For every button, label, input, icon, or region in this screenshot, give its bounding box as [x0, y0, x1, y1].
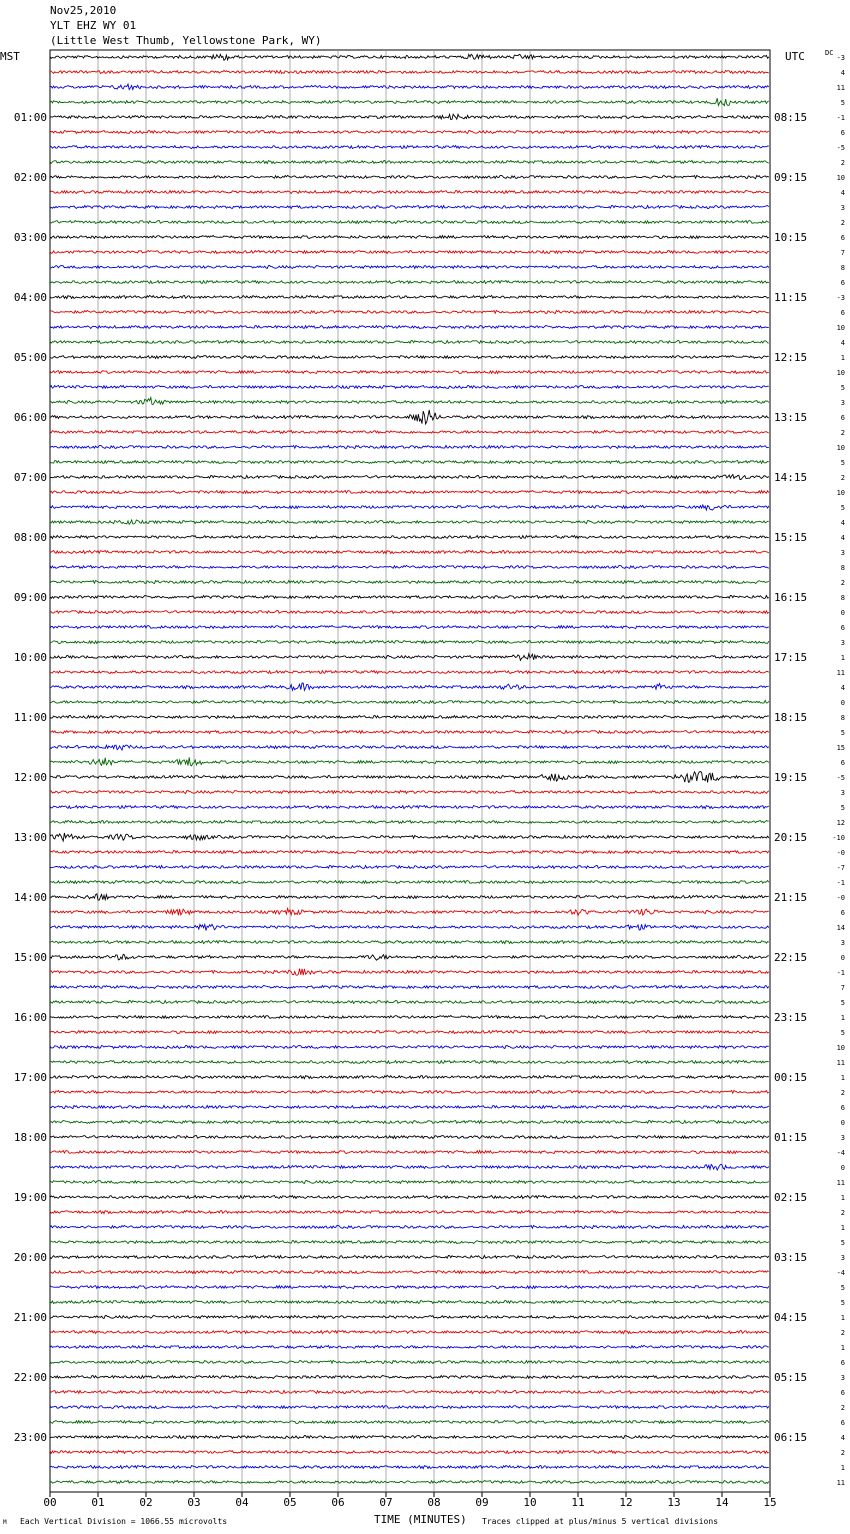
dc-offset-label: 3 — [840, 1254, 845, 1262]
dc-offset-label: 6 — [840, 1389, 845, 1397]
trace-line — [50, 1286, 769, 1289]
dc-offset-label: 5 — [840, 1284, 845, 1292]
trace-line — [50, 745, 769, 750]
trace-line — [50, 326, 769, 329]
left-hour-label: 07:00 — [13, 471, 47, 484]
trace-line — [50, 175, 769, 178]
trace-line — [50, 1391, 769, 1394]
dc-offset-label: -5 — [836, 144, 845, 152]
dc-offset-label: 5 — [840, 1029, 845, 1037]
dc-offset-label: 11 — [836, 1059, 845, 1067]
trace-line — [50, 98, 769, 105]
trace-line — [50, 894, 769, 900]
trace-line — [50, 1360, 769, 1363]
trace-line — [50, 1256, 769, 1259]
trace-line — [50, 130, 769, 133]
dc-offset-label: 10 — [836, 369, 845, 377]
trace-line — [50, 1241, 769, 1244]
dc-offset-label: 6 — [840, 129, 845, 137]
trace-line — [50, 410, 769, 424]
trace-line — [50, 520, 769, 524]
dc-offset-label: 10 — [836, 174, 845, 182]
trace-line — [50, 190, 769, 193]
dc-offset-label: 1 — [840, 354, 845, 362]
right-hour-label: 10:15 — [774, 231, 808, 244]
header-location: (Little West Thumb, Yellowstone Park, WY) — [50, 34, 322, 47]
trace-line — [50, 881, 769, 884]
trace-line — [50, 611, 769, 614]
dc-offset-label: 2 — [840, 1329, 845, 1337]
trace-line — [50, 491, 769, 494]
dc-offset-label: 3 — [840, 204, 845, 212]
dc-offset-label: 14 — [836, 924, 845, 932]
dc-offset-label: 6 — [840, 909, 845, 917]
x-tick-label: 01 — [91, 1496, 105, 1509]
trace-line — [50, 84, 769, 89]
trace-line — [50, 986, 769, 989]
left-hour-label: 01:00 — [13, 111, 47, 124]
trace-line — [50, 114, 769, 119]
dc-offset-label: 2 — [840, 1089, 845, 1097]
x-tick-label: 08 — [427, 1496, 441, 1509]
right-hour-label: 00:15 — [774, 1071, 808, 1084]
trace-line — [50, 1181, 769, 1184]
corner-mark: M — [3, 1519, 7, 1526]
dc-offset-labels — [832, 54, 845, 1487]
dc-offset-label: 3 — [840, 1374, 845, 1382]
trace-line — [50, 1061, 769, 1064]
dc-offset-label: 5 — [840, 99, 845, 107]
dc-offset-label: 11 — [836, 1179, 845, 1187]
left-hour-label: 16:00 — [13, 1011, 47, 1024]
dc-offset-label: 0 — [840, 1119, 845, 1127]
trace-line — [50, 940, 769, 943]
right-hour-label: 16:15 — [774, 591, 808, 604]
trace-line — [50, 1090, 769, 1093]
right-hour-label: 08:15 — [774, 111, 808, 124]
dc-offset-label: 5 — [840, 459, 845, 467]
trace-line — [50, 356, 769, 359]
dc-offset-label: 5 — [840, 729, 845, 737]
dc-offset-label: 2 — [840, 429, 845, 437]
dc-offset-label: 3 — [840, 939, 845, 947]
trace-line — [50, 397, 769, 404]
dc-offset-label: -0 — [836, 894, 845, 902]
trace-line — [50, 1030, 769, 1033]
dc-offset-label: 10 — [836, 444, 845, 452]
trace-line — [50, 1480, 769, 1483]
dc-offset-label: -1 — [836, 879, 845, 887]
right-hour-label: 04:15 — [774, 1311, 808, 1324]
right-hour-label: 03:15 — [774, 1251, 808, 1264]
trace-line — [50, 716, 769, 719]
x-tick-label: 15 — [763, 1496, 777, 1509]
dc-offset-label: 2 — [840, 159, 845, 167]
dc-offset-label: 3 — [840, 639, 845, 647]
trace-line — [50, 833, 769, 841]
x-tick-label: 06 — [331, 1496, 345, 1509]
dc-label: DC — [825, 49, 834, 57]
right-hour-label: 22:15 — [774, 951, 808, 964]
left-hour-label: 03:00 — [13, 231, 47, 244]
dc-offset-label: 1 — [840, 1314, 845, 1322]
dc-offset-label: 2 — [840, 1209, 845, 1217]
dc-offset-label: 8 — [840, 594, 845, 602]
trace-line — [50, 295, 769, 298]
right-timezone-label: UTC — [785, 50, 805, 63]
x-tick-label: 07 — [379, 1496, 393, 1509]
x-tick-label: 10 — [523, 1496, 537, 1509]
scale-note: Each Vertical Division = 1066.55 microvolts — [20, 1517, 228, 1526]
trace-line — [50, 1151, 769, 1154]
left-hour-label: 23:00 — [13, 1431, 47, 1444]
trace-line — [50, 461, 769, 464]
trace-line — [50, 1196, 769, 1199]
trace-line — [50, 1271, 769, 1274]
header-date: Nov25,2010 — [50, 4, 117, 17]
dc-offset-label: 5 — [840, 804, 845, 812]
dc-offset-label: 8 — [840, 714, 845, 722]
left-hour-label: 19:00 — [13, 1191, 47, 1204]
right-hour-label: 14:15 — [774, 471, 808, 484]
dc-offset-label: -4 — [836, 1149, 845, 1157]
dc-offset-label: 2 — [840, 579, 845, 587]
trace-line — [50, 1001, 769, 1004]
trace-line — [50, 866, 769, 869]
dc-offset-label: 6 — [840, 1419, 845, 1427]
trace-line — [50, 445, 769, 448]
trace-line — [50, 1210, 769, 1213]
dc-offset-label: 4 — [840, 189, 845, 197]
left-hour-label: 06:00 — [13, 411, 47, 424]
dc-offset-label: 6 — [840, 1104, 845, 1112]
trace-line — [50, 160, 769, 163]
dc-offset-label: 1 — [840, 1464, 845, 1472]
trace-line — [50, 731, 769, 734]
left-hour-label: 22:00 — [13, 1371, 47, 1384]
trace-line — [50, 640, 769, 643]
trace-line — [50, 281, 769, 284]
dc-offset-label: 2 — [840, 1404, 845, 1412]
right-hour-label: 06:15 — [774, 1431, 808, 1444]
x-tick-label: 13 — [667, 1496, 681, 1509]
left-hour-label: 13:00 — [13, 831, 47, 844]
header-station: YLT EHZ WY 01 — [50, 19, 137, 32]
trace-line — [50, 820, 769, 823]
left-timezone-label: MST — [0, 50, 20, 63]
left-hour-labels — [14, 111, 47, 1444]
left-hour-label: 17:00 — [13, 1071, 47, 1084]
dc-offset-label: 6 — [840, 1359, 845, 1367]
dc-offset-label: 3 — [840, 549, 845, 557]
trace-line — [50, 550, 769, 553]
dc-offset-label: 10 — [836, 324, 845, 332]
dc-offset-label: 4 — [840, 684, 845, 692]
dc-offset-label: 8 — [840, 564, 845, 572]
right-hour-labels — [774, 111, 807, 1444]
trace-line — [50, 700, 769, 703]
trace-line — [50, 475, 769, 480]
trace-line — [50, 1451, 769, 1454]
dc-offset-label: 1 — [840, 654, 845, 662]
trace-line — [50, 1420, 769, 1423]
x-axis-title: TIME (MINUTES) — [374, 1513, 467, 1526]
dc-offset-label: 1 — [840, 1224, 845, 1232]
dc-offset-label: 2 — [840, 474, 845, 482]
trace-line — [50, 671, 769, 674]
dc-offset-label: -7 — [836, 864, 845, 872]
right-hour-label: 15:15 — [774, 531, 808, 544]
x-tick-label: 02 — [139, 1496, 153, 1509]
trace-line — [50, 1075, 769, 1078]
dc-offset-label: 6 — [840, 759, 845, 767]
left-hour-label: 12:00 — [13, 771, 47, 784]
trace-line — [50, 969, 769, 976]
trace-line — [50, 806, 769, 809]
x-tick-label: 03 — [187, 1496, 201, 1509]
trace-line — [50, 851, 769, 854]
clip-note: Traces clipped at plus/minus 5 vertical divisions — [482, 1517, 719, 1526]
x-tick-label: 14 — [715, 1496, 729, 1509]
dc-offset-label: 5 — [840, 504, 845, 512]
left-hour-label: 05:00 — [13, 351, 47, 364]
trace-line — [50, 1136, 769, 1139]
dc-offset-label: 6 — [840, 234, 845, 242]
trace-line — [50, 70, 769, 73]
trace-line — [50, 954, 769, 960]
trace-line — [50, 1105, 769, 1108]
trace-line — [50, 341, 769, 344]
left-hour-label: 18:00 — [13, 1131, 47, 1144]
dc-offset-label: 7 — [840, 249, 845, 257]
dc-offset-label: 15 — [836, 744, 845, 752]
trace-line — [50, 505, 769, 510]
x-tick-label: 12 — [619, 1496, 633, 1509]
dc-offset-label: 5 — [840, 1299, 845, 1307]
left-hour-label: 20:00 — [13, 1251, 47, 1264]
trace-line — [50, 924, 769, 930]
trace-line — [50, 626, 769, 629]
trace-line — [50, 1164, 769, 1170]
trace-line — [50, 54, 769, 60]
trace-line — [50, 791, 769, 794]
dc-offset-label: -0 — [836, 849, 845, 857]
dc-offset-label: 1 — [840, 1074, 845, 1082]
dc-offset-label: 3 — [840, 1134, 845, 1142]
dc-offset-label: 2 — [840, 219, 845, 227]
dc-offset-label: 6 — [840, 309, 845, 317]
trace-line — [50, 266, 769, 269]
trace-line — [50, 580, 769, 583]
dc-offset-label: 4 — [840, 69, 845, 77]
dc-offset-label: -1 — [836, 114, 845, 122]
right-hour-label: 11:15 — [774, 291, 808, 304]
dc-offset-label: -4 — [836, 1269, 845, 1277]
dc-offset-label: 10 — [836, 489, 845, 497]
dc-offset-label: 4 — [840, 534, 845, 542]
dc-offset-label: 1 — [840, 1344, 845, 1352]
x-tick-label: 04 — [235, 1496, 249, 1509]
left-hour-label: 10:00 — [13, 651, 47, 664]
dc-offset-label: -1 — [836, 969, 845, 977]
trace-line — [50, 565, 769, 568]
dc-offset-label: 1 — [840, 1014, 845, 1022]
trace-line — [50, 1300, 769, 1303]
trace-line — [50, 536, 769, 539]
x-axis — [43, 1492, 776, 1509]
x-tick-label: 05 — [283, 1496, 297, 1509]
trace-line — [50, 1225, 769, 1228]
trace-line — [50, 654, 769, 660]
trace-line — [50, 371, 769, 374]
left-hour-label: 08:00 — [13, 531, 47, 544]
dc-offset-label: 4 — [840, 1434, 845, 1442]
dc-offset-label: 0 — [840, 1164, 845, 1172]
trace-line — [50, 236, 769, 239]
x-tick-label: 09 — [475, 1496, 489, 1509]
dc-offset-label: 4 — [840, 519, 845, 527]
trace-line — [50, 1045, 769, 1048]
trace-line — [50, 1406, 769, 1409]
dc-offset-label: -5 — [836, 774, 845, 782]
right-hour-label: 21:15 — [774, 891, 808, 904]
trace-line — [50, 146, 769, 149]
right-hour-label: 19:15 — [774, 771, 808, 784]
left-hour-label: 15:00 — [13, 951, 47, 964]
dc-offset-label: 0 — [840, 609, 845, 617]
left-hour-label: 09:00 — [13, 591, 47, 604]
trace-line — [50, 1316, 769, 1319]
dc-offset-label: 8 — [840, 264, 845, 272]
trace-line — [50, 430, 769, 433]
trace-line — [50, 683, 769, 690]
right-hour-label: 12:15 — [774, 351, 808, 364]
right-hour-label: 17:15 — [774, 651, 808, 664]
left-hour-label: 02:00 — [13, 171, 47, 184]
dc-offset-label: 5 — [840, 1239, 845, 1247]
x-tick-label: 00 — [43, 1496, 57, 1509]
trace-line — [50, 1016, 769, 1019]
x-tick-label: 11 — [571, 1496, 585, 1509]
right-hour-label: 20:15 — [774, 831, 808, 844]
trace-line — [50, 385, 769, 388]
right-hour-label: 09:15 — [774, 171, 808, 184]
left-hour-label: 04:00 — [13, 291, 47, 304]
dc-offset-label: 4 — [840, 339, 845, 347]
trace-line — [50, 596, 769, 599]
left-hour-label: 11:00 — [13, 711, 47, 724]
right-hour-label: 13:15 — [774, 411, 808, 424]
right-hour-label: 18:15 — [774, 711, 808, 724]
trace-line — [50, 908, 769, 915]
dc-offset-label: 11 — [836, 1479, 845, 1487]
dc-offset-label: 6 — [840, 624, 845, 632]
dc-offset-label: 7 — [840, 984, 845, 992]
trace-line — [50, 1330, 769, 1333]
trace-line — [50, 310, 769, 313]
dc-offset-label: 10 — [836, 1044, 845, 1052]
dc-offset-label: 2 — [840, 1449, 845, 1457]
right-hour-label: 02:15 — [774, 1191, 808, 1204]
trace-line — [50, 1345, 769, 1348]
dc-offset-label: 5 — [840, 999, 845, 1007]
dc-offset-label: 3 — [840, 399, 845, 407]
dc-offset-label: 0 — [840, 699, 845, 707]
trace-line — [50, 1121, 769, 1124]
trace-line — [50, 206, 769, 209]
dc-offset-label: 6 — [840, 414, 845, 422]
trace-line — [50, 221, 769, 224]
left-hour-label: 14:00 — [13, 891, 47, 904]
dc-offset-label: 12 — [836, 819, 845, 827]
dc-offset-label: 5 — [840, 384, 845, 392]
trace-line — [50, 1465, 769, 1468]
dc-offset-label: 0 — [840, 954, 845, 962]
dc-offset-label: 11 — [836, 669, 845, 677]
trace-line — [50, 757, 769, 765]
dc-offset-label: -3 — [836, 294, 845, 302]
left-hour-label: 21:00 — [13, 1311, 47, 1324]
trace-line — [50, 772, 769, 783]
trace-line — [50, 1376, 769, 1379]
trace-line — [50, 250, 769, 253]
right-hour-label: 01:15 — [774, 1131, 808, 1144]
dc-offset-label: 6 — [840, 279, 845, 287]
dc-offset-label: 11 — [836, 84, 845, 92]
dc-offset-label: 3 — [840, 789, 845, 797]
dc-offset-label: 1 — [840, 1194, 845, 1202]
dc-offset-label: -10 — [832, 834, 845, 842]
trace-line — [50, 1435, 769, 1438]
seismic-traces — [50, 54, 769, 1483]
right-hour-label: 23:15 — [774, 1011, 808, 1024]
right-hour-label: 05:15 — [774, 1371, 808, 1384]
dc-offset-label: -3 — [836, 54, 845, 62]
